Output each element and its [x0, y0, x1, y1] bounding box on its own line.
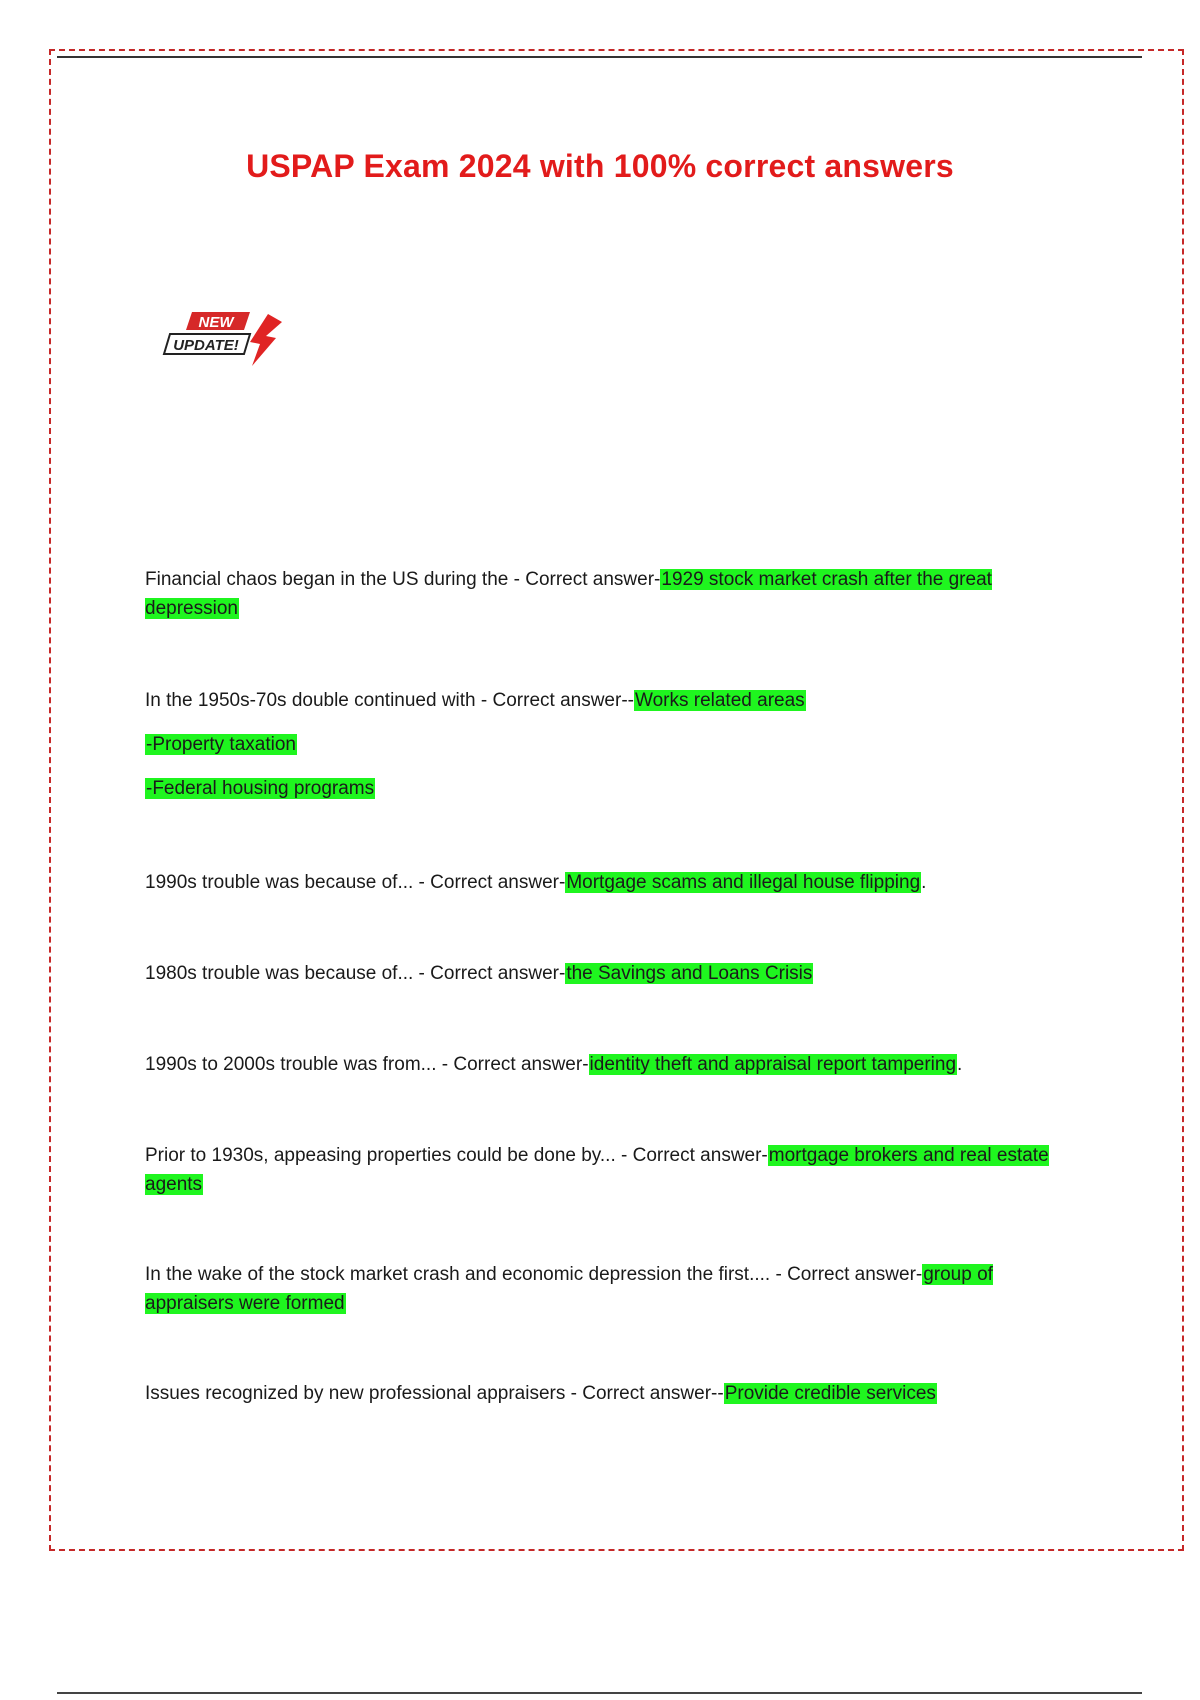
question-text: 1990s to 2000s trouble was from... - Correct answer- [145, 1054, 589, 1075]
badge-top-text: NEW [198, 314, 234, 331]
answer-highlight: group of appraisers were formed [145, 1264, 993, 1314]
qa-item [145, 565, 1065, 623]
qa-item [145, 1141, 1065, 1199]
answer-extra-line: -Property taxation [146, 734, 296, 755]
answer-trail: . [921, 872, 927, 893]
qa-item [145, 686, 1065, 803]
answer-extra-line: -Federal housing programs [146, 778, 375, 799]
answer-highlight: mortgage brokers and real estate agents [145, 1145, 1049, 1195]
question-text: 1980s trouble was because of... - Correct answer- [145, 963, 566, 984]
question-text: In the wake of the stock market crash and economic depression the first.... - Correct answer- [145, 1264, 923, 1285]
header-rule [57, 56, 1142, 58]
answer-highlight: Provide credible services [724, 1383, 936, 1404]
answer-trail: . [957, 1054, 963, 1075]
question-text: Issues recognized by new professional appraisers - Correct answer-- [145, 1383, 724, 1404]
qa-item [145, 868, 1065, 897]
answer-highlight: Mortgage scams and illegal house flipping [566, 872, 921, 893]
qa-item [145, 1050, 1065, 1079]
question-text: Prior to 1930s, appeasing properties could be done by... - Correct answer- [145, 1145, 768, 1166]
question-text: 1990s trouble was because of... - Correct answer- [145, 872, 566, 893]
answer-highlight: 1929 stock market crash after the great depression [145, 569, 992, 619]
new-update-badge-icon [160, 308, 290, 370]
qa-item [145, 1379, 1065, 1408]
qa-item [145, 959, 1065, 988]
badge-bottom-text: UPDATE! [173, 337, 239, 354]
answer-highlight: identity theft and appraisal report tampering [589, 1054, 957, 1075]
answer-highlight: Works related areas [634, 690, 805, 711]
answer-highlight: the Savings and Loans Crisis [566, 963, 813, 984]
qa-item [145, 1260, 1065, 1318]
question-text: In the 1950s-70s double continued with - Correct answer-- [145, 690, 634, 711]
footer-rule [57, 1692, 1142, 1694]
question-text: Financial chaos began in the US during the - Correct answer- [145, 569, 661, 590]
document-title: USPAP Exam 2024 with 100% correct answers [246, 148, 954, 184]
